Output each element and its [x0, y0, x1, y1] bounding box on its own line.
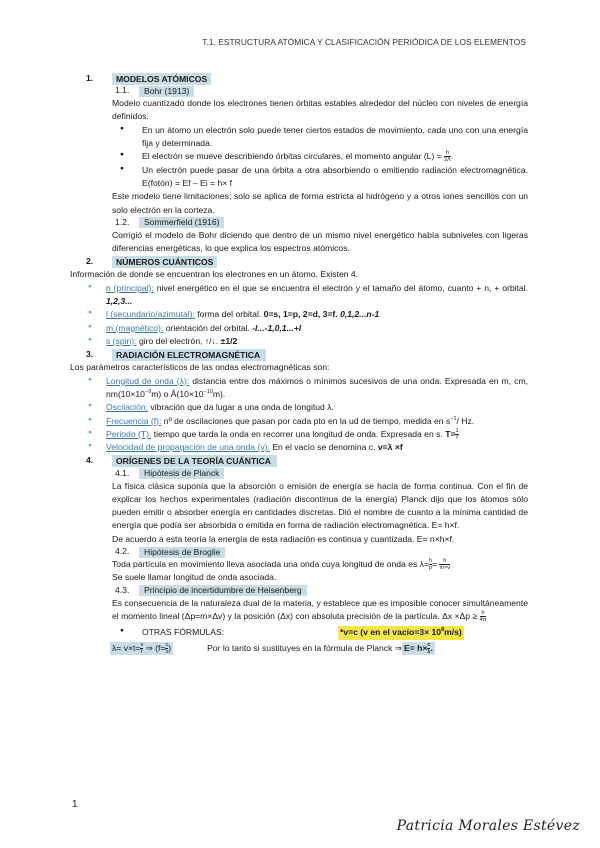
page-header-title: T.1. ESTRUCTURA ATÓMICA Y CLASIFICACIÓN PERIÓDICA DE LOS ELEMENTOS [202, 37, 526, 47]
subsection-4-1-title: Hipótesis de Planck [139, 468, 224, 479]
quantum-number-m [96, 322, 528, 335]
term-velocity: Velocidad de propagación de una onda (v): [106, 442, 270, 453]
fraction-numerator: h [429, 558, 433, 565]
frequency-text: nº de oscilaciones que pasan por cada pto en la ud de tiempo, medida en s [161, 415, 451, 426]
subsection-4-1-heading [115, 468, 528, 480]
exponent-angstrom: −10 [203, 389, 213, 396]
equals-sign: = [432, 559, 438, 570]
bohr-paragraph: Modelo cuantizado donde los electrones tienen órbitas estables alrededor del núcleo con niveles de energía definidos. [112, 98, 528, 122]
wavelength-text-end: m). [212, 388, 226, 399]
term-n-values: 1,2,3... [106, 296, 133, 307]
period-fraction [455, 428, 458, 441]
period-text: tiempo que tarda la onda en recorrer una longitud de onda. Expresada en s. [151, 428, 446, 439]
page-number: 1 [72, 799, 78, 810]
section-1-title: MODELOS ATÓMICOS [112, 73, 211, 85]
fraction-numerator: c [427, 641, 431, 648]
quantum-number-s [96, 335, 528, 348]
section-3-heading [82, 348, 528, 361]
section-4-number: 4. [86, 455, 94, 466]
fraction-denominator: f [141, 648, 143, 655]
author-signature: Patricia Morales Estévez [396, 818, 580, 834]
fraction-numerator: 1 [455, 428, 459, 435]
energy-formula-end: . [430, 642, 433, 653]
frequency-formula-text: ⇒ (f= [143, 642, 166, 653]
heisenberg-fraction [480, 610, 487, 623]
section-2-number: 2. [86, 256, 94, 267]
param-period [96, 428, 528, 441]
radiation-intro: Los parámetros característicos de las ondas electromagnéticas son: [70, 362, 330, 373]
term-wavelength: Longitud de onda (λ): [106, 375, 190, 386]
heisenberg-text: Es consecuencia de la naturaleza dual de la materia, y establece que es imposible conocer simultáneamente el momento lineal (Δp=m×Δv) y la posición (Δx) con absoluta precisión de la partícula. Δx ×Δp ≥ [112, 597, 528, 621]
term-l: l (secundario/azimutal): [106, 309, 195, 320]
subsection-4-3-heading [115, 585, 528, 597]
term-s: s (spin): [106, 336, 137, 346]
speed-of-light-text: *v=c (v en el vacío=3× 10 [340, 627, 442, 638]
term-n-text: nivel energético en el que se encuentra el electrón y el tamaño del átomo, cuanto + n, + orbital. [153, 282, 528, 293]
section-4-title: ORÍGENES DE LA TEORÍA CUÁNTICA [112, 455, 277, 467]
subsection-4-3-number: 4.3. [115, 585, 130, 596]
bohr-postulate-2-end: . [450, 151, 454, 162]
fraction-numerator: h [481, 610, 485, 617]
sommerfield-paragraph: Corrigió el modelo de Bohr diciendo que dentro de un mismo nivel energético había subniveles con ligeras diferencias energéticas, lo que explica los espectros atómicos. [112, 229, 528, 254]
fraction-denominator: 4π [479, 617, 487, 624]
fraction-denominator: m×v [439, 565, 451, 572]
section-4-heading [82, 455, 528, 468]
energy-formula-highlight [402, 642, 435, 655]
fraction-denominator: 2Λ [444, 157, 451, 164]
term-n: n (principal): [106, 282, 154, 293]
bohr-postulate-2-text: El electrón se mueve describiendo órbitas circulares, el momento angular (L) = [142, 151, 442, 162]
wavelength-formula-highlight [110, 642, 173, 655]
fraction-numerator: v [140, 641, 144, 648]
bohr-limitations-paragraph: Este modelo tiene limitaciones; solo se aplica de forma estricta al hidrógeno y a otros iones sencillos con un solo electrón en la corteza. [112, 191, 528, 215]
quantum-numbers-list [96, 282, 528, 349]
param-frequency [96, 415, 528, 428]
subsection-1-1-number: 1.1. [115, 85, 130, 96]
heisenberg-paragraph [112, 597, 528, 624]
bohr-postulate-1: ● En un átomo un electrón solo puede tener ciertos estados de movimiento, cada uno con una energía fija y determinada. [130, 124, 528, 151]
subsection-1-1-title: Bohr (1913) [139, 86, 194, 97]
fraction-numerator: h [445, 150, 450, 157]
fraction-denominator: f [456, 435, 458, 442]
fraction-denominator: λ [427, 648, 431, 655]
param-oscillation [96, 401, 528, 414]
term-oscillation: Oscilación: [106, 402, 149, 413]
subsection-1-1-heading [115, 85, 528, 97]
wavelength-formula-text: λ= v×t= [112, 642, 141, 653]
term-frequency: Frecuencia (f): [106, 415, 162, 426]
wavelength-text: distancia entre dos máximos o mínimos sucesivos de una onda. Expresada en m, cm, nm(10×10 [106, 375, 528, 399]
exponent-frequency: −1 [450, 415, 457, 422]
fraction-numerator: h [439, 558, 450, 565]
speed-of-light-exponent: 8 [441, 627, 445, 634]
section-1-number: 1. [86, 72, 94, 83]
term-l-text: forma del orbital. [194, 309, 264, 320]
speed-of-light-unit: m/s) [444, 627, 462, 638]
subsection-4-1-number: 4.1. [115, 467, 130, 478]
velocity-text: En el vacío se denomina c. [269, 442, 378, 453]
section-2-title: NÚMEROS CUÁNTICOS [112, 256, 217, 268]
term-m: m (magnético): [106, 322, 164, 333]
term-s-text: giro del electrón, ↑/↓. [136, 336, 221, 346]
subsection-4-2-heading [115, 546, 528, 558]
final-formulas-row [110, 642, 528, 655]
broglie-text: Toda partícula en movimiento lleva asociada una onda cuya longitud de onda es λ= [112, 559, 429, 570]
radiation-parameters-list [96, 375, 528, 455]
param-velocity [96, 441, 528, 454]
term-m-text: orientación del orbital. [163, 322, 253, 333]
param-wavelength [96, 375, 528, 402]
planck-paragraph: La física clásica suponía que la absorción o emisión de energía se hacía de forma continua. Con el fin de explicar los hechos experimentales (radiación discontinua de la energía) Planck dijo que los átomos sólo pueden emitir o absorber energía en cantidades discretas. Dió el nombre de cuanto a la mínima cantidad de energía que podía ser absorbida o emitida en forma de radiación electromagnética. E= h×f. [112, 480, 528, 531]
fraction-denominator: p [429, 565, 433, 572]
bullet-icon: ● [120, 627, 124, 635]
document-body [72, 72, 528, 655]
section-3-number: 3. [86, 349, 94, 360]
speed-of-light-highlight [338, 626, 464, 639]
subsection-1-2-heading [115, 217, 528, 229]
oscillation-text: vibración que da lugar a una onda de longitud λ. [148, 402, 334, 413]
wavelength-text-mid: m) o Å(10×10 [151, 388, 204, 399]
term-l-values: 0=s, 1=p, 2=d, 3=f. [263, 309, 341, 320]
term-s-values: ±1/2 [220, 336, 238, 346]
subsection-4-2-title: Hipótesis de Broglie [139, 547, 225, 558]
term-l-range: 0,1,2...n-1 [340, 309, 380, 320]
closing-parenthesis: ) [168, 642, 172, 653]
bohr-postulate-2 [130, 150, 528, 163]
planck-substitution-text: Por lo tanto si sustituyes en la fórmula de Planck ⇒ [207, 642, 402, 653]
exponent-nm: −9 [144, 389, 152, 396]
angular-momentum-fraction [444, 150, 454, 164]
velocity-formula: v=λ ×f [377, 442, 403, 453]
section-2-heading [82, 255, 528, 268]
subsection-1-2-number: 1.2. [115, 217, 130, 228]
quantum-number-n [96, 282, 528, 309]
broglie-paragraph-2: Se suele llamar longitud de onda asociada. [112, 572, 277, 583]
subsection-1-2-title: Sommerfield (1916) [139, 217, 224, 228]
broglie-fraction-2 [439, 558, 450, 571]
bohr-postulate-3: ● Un electrón puede pasar de una órbita a otra absorbiendo o emitiendo radiación electromagnética. E(fotón) = Ef – Ei = h× f [130, 164, 528, 191]
fraction-denominator: λ [165, 648, 169, 655]
section-1-heading [82, 72, 528, 85]
period-formula: T= [445, 428, 456, 439]
quantum-number-l [96, 308, 528, 321]
quantum-numbers-intro: Información de donde se encuentran los electrones en un átomo. Existen 4. [70, 269, 359, 280]
subsection-4-3-title: Principio de incertidumbre de Heisenberg [139, 585, 307, 596]
other-formulas-label-text: OTRAS FÓRMULAS: [142, 627, 225, 638]
fraction-numerator: c [165, 641, 169, 648]
other-formulas-row [120, 626, 528, 639]
energy-formula-text: E= h× [404, 642, 428, 653]
planck-paragraph-2: De acuerdo a esta teoría la energía de esta radiación es continua y cuantizada. E= n×h×f. [112, 533, 455, 544]
section-3-title: RADIACIÓN ELECTROMAGNÉTICA [112, 349, 266, 361]
term-m-values: -l...-1,0,1...+l [252, 322, 302, 333]
subsection-4-2-number: 4.2. [115, 546, 130, 557]
term-period: Periodo (T): [106, 428, 152, 439]
broglie-paragraph [112, 558, 528, 571]
frequency-text-end: / Hz. [456, 415, 475, 426]
other-formulas-label [120, 626, 338, 639]
bohr-postulates-list [130, 124, 528, 191]
